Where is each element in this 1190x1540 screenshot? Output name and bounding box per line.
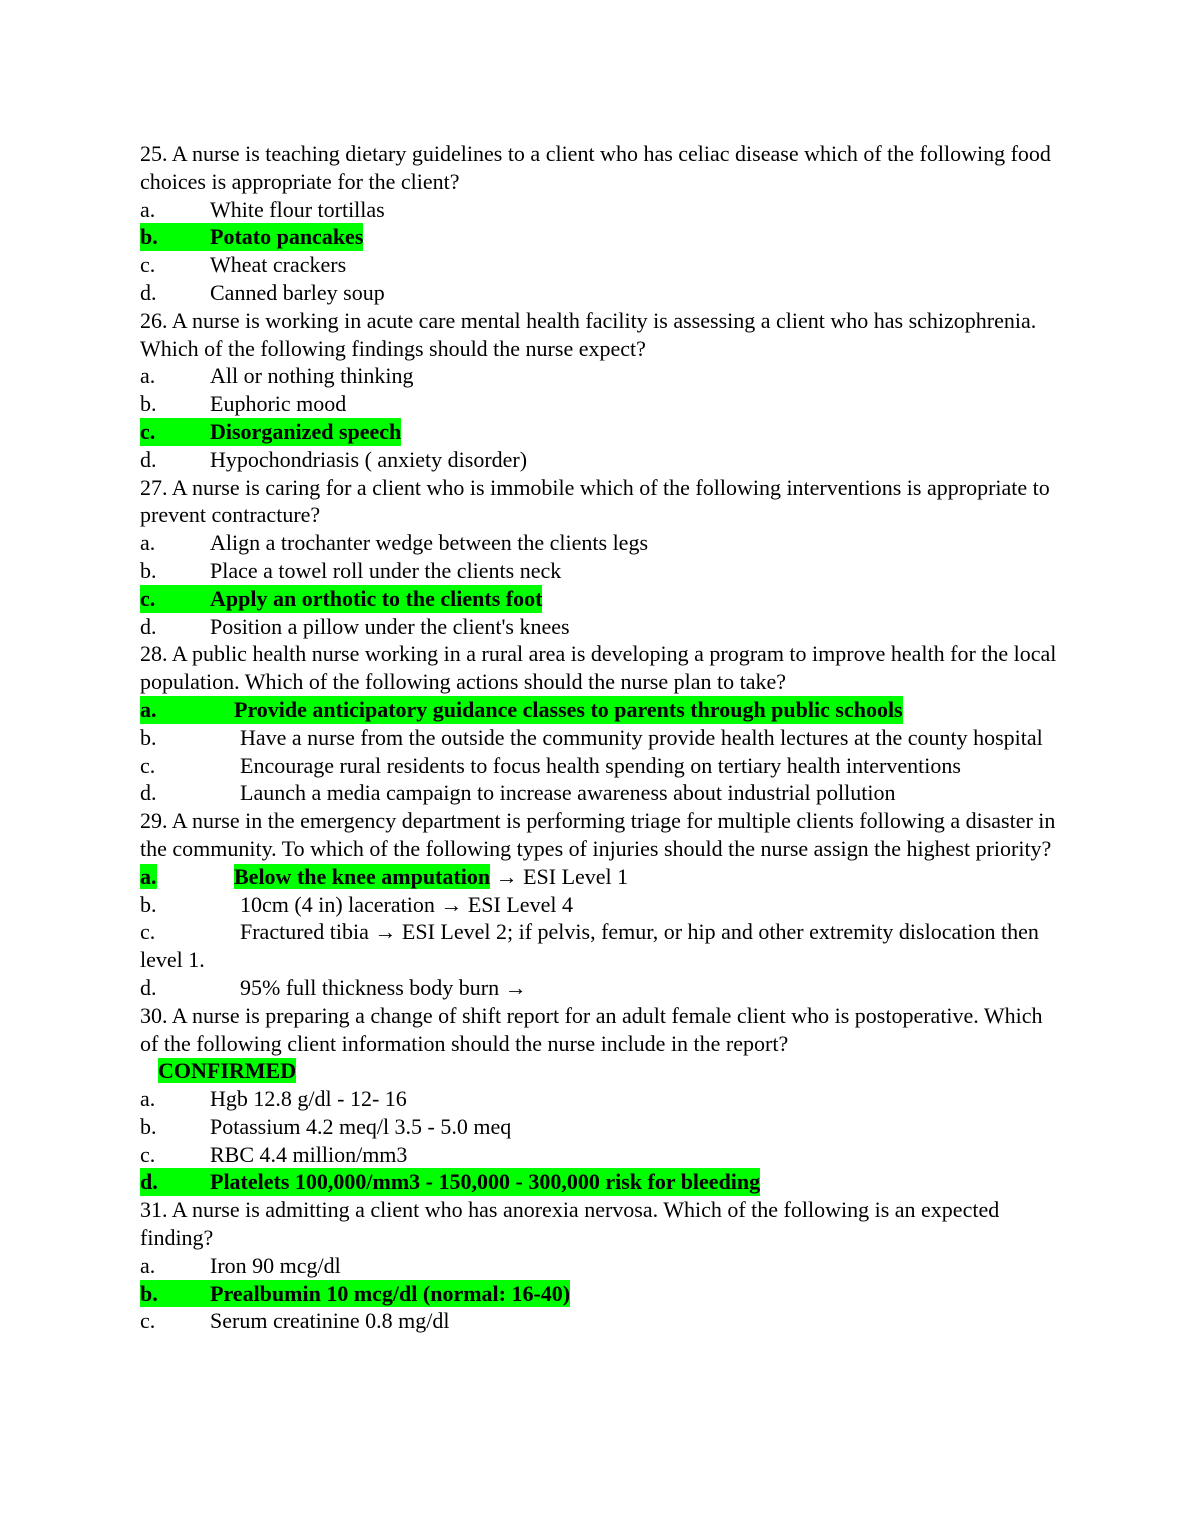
option-25d: d. Canned barley soup <box>140 279 385 305</box>
option-31c: c. Serum creatinine 0.8 mg/dl <box>140 1308 450 1334</box>
option-25c: c. Wheat crackers <box>140 252 347 278</box>
option-30a: a. Hgb 12.8 g/dl - 12- 16 <box>140 1086 407 1112</box>
option-27c-correct: c. Apply an orthotic to the clients foot <box>140 585 543 611</box>
question-29-stem: 29. A nurse in the emergency department is performing triage for multiple clients following a disaster in the community. To which of the following types of injuries should the nurse assign the highest priority? <box>140 808 1056 861</box>
confirmed-badge: CONFIRMED <box>158 1058 297 1084</box>
option-28a-correct: a. Provide anticipatory guidance classes to parents through public schools <box>140 696 903 722</box>
option-27a: a. Align a trochanter wedge between the clients legs <box>140 530 649 556</box>
option-26c-correct: c. Disorganized speech <box>140 418 402 444</box>
option-27d: d. Position a pillow under the client's knees <box>140 613 570 639</box>
option-30b: b. Potassium 4.2 meq/l 3.5 - 5.0 meq <box>140 1113 512 1139</box>
option-28c: c. Encourage rural residents to focus health spending on tertiary health interventions <box>140 752 961 778</box>
option-29d: d. 95% full thickness body burn → <box>140 974 527 1000</box>
option-26d: d. Hypochondriasis ( anxiety disorder) <box>140 446 528 472</box>
option-25a: a. White flour tortillas <box>140 196 385 222</box>
option-25b-correct: b. Potato pancakes <box>140 224 364 250</box>
option-27b: b. Place a towel roll under the clients neck <box>140 557 562 583</box>
question-27-stem: 27. A nurse is caring for a client who is immobile which of the following interventions is appropriate to prevent contracture? <box>140 474 1050 528</box>
question-28-stem: 28. A public health nurse working in a rural area is developing a program to improve health for the local population. Which of the following actions should the nurse plan to take? <box>140 641 1057 695</box>
option-31b-correct: b. Prealbumin 10 mcg/dl (normal: 16-40) <box>140 1280 571 1306</box>
question-31-stem: 31. A nurse is admitting a client who has anorexia nervosa. Which of the following is an expected finding? <box>140 1197 1000 1251</box>
document-page <box>140 140 1060 1335</box>
option-28b: b. Have a nurse from the outside the community provide health lectures at the county hospital <box>140 724 1043 750</box>
option-31a: a. Iron 90 mcg/dl <box>140 1252 341 1278</box>
question-26-stem: 26. A nurse is working in acute care mental health facility is assessing a client who has schizophrenia. Which of the following findings should the nurse expect? <box>140 307 1037 361</box>
option-26a: a. All or nothing thinking <box>140 363 414 389</box>
question-25-stem: 25. A nurse is teaching dietary guidelines to a client who has celiac disease which of the following food choices is appropriate for the client? <box>140 141 1051 194</box>
option-28d: d. Launch a media campaign to increase awareness about industrial pollution <box>140 780 896 806</box>
question-30-stem: 30. A nurse is preparing a change of shift report for an adult female client who is postoperative. Which of the following client information should the nurse include in the report? <box>140 1002 1043 1056</box>
option-26b: b. Euphoric mood <box>140 391 347 417</box>
option-29b: b. 10cm (4 in) laceration → ESI Level 4 <box>140 891 573 917</box>
option-29a-correct: a. Below the knee amputation → ESI Level 1 <box>140 863 629 889</box>
option-30c: c. RBC 4.4 million/mm3 <box>140 1141 408 1167</box>
option-29c: c. Fractured tibia → ESI Level 2; if pelvis, femur, or hip and other extremity dislocation then level 1. <box>140 919 1039 973</box>
option-30d-correct: d. Platelets 100,000/mm3 - 150,000 - 300,000 risk for bleeding <box>140 1169 761 1195</box>
